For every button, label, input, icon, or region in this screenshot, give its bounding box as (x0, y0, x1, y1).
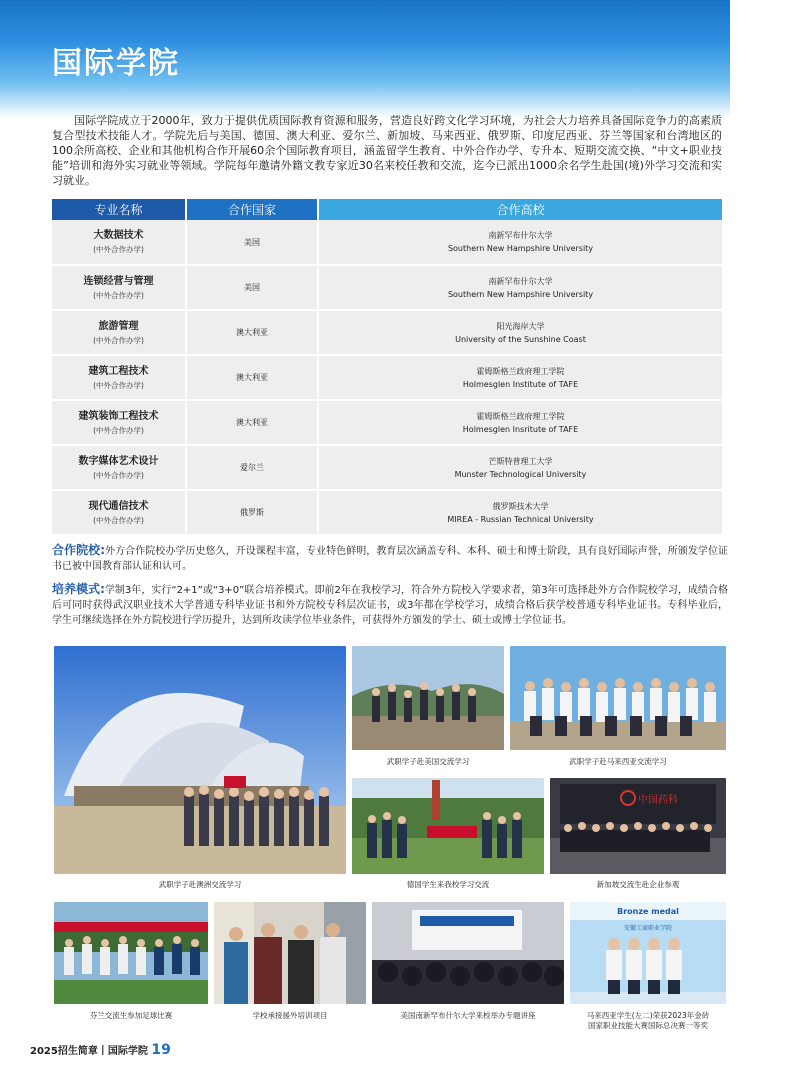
photo-training (214, 902, 366, 1004)
major-name: 连锁经营与管理 (83, 275, 154, 287)
page-title: 国际学院 (52, 46, 180, 81)
cell-country: 澳大利亚 (186, 400, 318, 445)
partner-paragraph (52, 543, 728, 574)
cell-major (52, 265, 186, 310)
major-name: 建筑工程技术 (88, 365, 149, 377)
university-cn: 南新罕布什尔大学 (488, 276, 553, 286)
mode-paragraph (52, 582, 728, 628)
table-row (52, 445, 723, 490)
header-university: 合作高校 (318, 199, 723, 220)
cell-major (52, 220, 186, 265)
intro-paragraph: 国际学院成立于2000年，致力于提供优质国际教育资源和服务，营造良好跨文化学习环境，为社会大力培养具备国际竞争力的高素质复合型技术技能人才。学院先后与美国、德国、澳大利亚、爱尔兰、新加坡、马来西亚、俄罗斯、印度尼西亚、芬兰等国家和台湾地区的100余所高校、企业和其他机构合作开展60余个国际教育项目，涵盖留学生教育、中外合作办学、专升本、短期交流交换、“中文+职业技能”培训和海外实习就业等领域。学院每年邀请外籍文教专家近30名来校任教和交流，迄今已派出1000余名学生赴国(境)外学习交流和实习就业。 (52, 114, 722, 187)
university-en: Holmesglen Insritute of TAFE (462, 424, 579, 434)
caption-germany: 德国学生来我校学习交流 (406, 880, 490, 889)
caption-snhu: 美国南新罕布什尔大学来校举办专题讲座 (400, 1011, 536, 1020)
table-row (52, 490, 723, 535)
university-en: Southern New Hampshire University (447, 289, 594, 299)
caption-award (560, 1011, 736, 1031)
table-row (52, 310, 723, 355)
photo-australia (54, 646, 346, 874)
cell-university (318, 445, 723, 490)
caption-finland: 芬兰交流生参加足球比赛 (89, 1011, 173, 1020)
programs-table (52, 199, 724, 536)
table-row (52, 355, 723, 400)
mode-label: 培养模式: (52, 582, 105, 596)
university-cn: 芒斯特普理工大学 (488, 456, 553, 466)
major-name: 数字媒体艺术设计 (78, 455, 159, 467)
major-type: (中外合作办学) (93, 335, 144, 345)
cell-major (52, 355, 186, 400)
university-en: University of the Sunshine Coast (455, 334, 586, 344)
page-footer (30, 1042, 171, 1058)
cell-university (318, 490, 723, 535)
header-country: 合作国家 (186, 199, 318, 220)
cell-university (318, 400, 723, 445)
major-type: (中外合作办学) (93, 380, 144, 390)
photo-germany (352, 778, 544, 874)
caption-usa: 武职学子赴美国交流学习 (386, 757, 470, 766)
major-type: (中外合作办学) (93, 290, 144, 300)
cell-university (318, 265, 723, 310)
photo-award (570, 902, 726, 1004)
page-number: 19 (151, 1042, 171, 1058)
caption-australia: 武职学子赴澳洲交流学习 (158, 880, 242, 889)
mode-text: 学制3年，实行“2+1”或“3+0”联合培养模式。即前2年在我校学习，符合外方院校入学要求者，第3年可选择赴外方合作院校学习，成绩合格后可同时获得武汉职业技术大学普通专科毕业证书和外方院校专科层次证书，或3年都在学校学习，成绩合格后获学校普通专科毕业证书。专科毕业后，学生可继续选择在外方院校进行学历提升，达到所攻读学位毕业条件，可获得外方颁发的学士、硕士或博士学位证书。 (52, 585, 728, 626)
cell-university (318, 355, 723, 400)
university-cn: 俄罗斯技术大学 (492, 501, 549, 511)
photo-finland (54, 902, 208, 1004)
major-type: (中外合作办学) (93, 245, 144, 254)
cell-major (52, 310, 186, 355)
major-type: (中外合作办学) (93, 470, 144, 480)
cell-major (52, 400, 186, 445)
caption-malaysia: 武职学子赴马来西亚交流学习 (569, 757, 667, 766)
cell-country: 俄罗斯 (186, 490, 318, 535)
photo-singapore (550, 778, 726, 874)
caption-award-line1: 马来西亚学生(左二)荣获2023年金砖 (586, 1011, 710, 1020)
cell-country: 美国 (186, 265, 318, 310)
partner-text: 外方合作院校办学历史悠久，开设课程丰富，专业特色鲜明，教育层次涵盖专科、本科、硕士和博士阶段，具有良好国际声誉，所颁发学位证书已被中国教育部认证和认可。 (52, 546, 728, 572)
photo-usa (352, 646, 504, 750)
major-name: 大数据技术 (93, 230, 144, 241)
cell-university (318, 310, 723, 355)
major-name: 旅游管理 (98, 320, 139, 332)
caption-training: 学校承接援外培训项目 (252, 1011, 328, 1020)
table-row (52, 265, 723, 310)
university-cn: 霍姆斯格兰政府理工学院 (476, 411, 565, 421)
cell-country: 澳大利亚 (186, 355, 318, 400)
caption-singapore: 新加坡交流生赴企业参观 (596, 880, 680, 889)
university-en: Southern New Hampshire University (447, 244, 594, 253)
cell-country: 澳大利亚 (186, 310, 318, 355)
table-row (52, 400, 723, 445)
header-major: 专业名称 (52, 199, 186, 220)
photo-snhu (372, 902, 564, 1004)
partner-label: 合作院校: (52, 543, 105, 557)
cell-university (318, 220, 723, 265)
university-en: Holmesglen Institute of TAFE (462, 379, 579, 389)
major-type: (中外合作办学) (93, 425, 144, 435)
major-name: 现代通信技术 (88, 500, 149, 512)
caption-award-line2: 国家职业技能大赛国际总决赛一等奖 (588, 1021, 708, 1030)
major-name: 建筑装饰工程技术 (78, 410, 159, 422)
university-en: Munster Technological University (454, 469, 587, 479)
cell-country: 美国 (186, 220, 318, 265)
company-banner-text: 中国药科 (638, 795, 678, 806)
major-type: (中外合作办学) (93, 515, 144, 525)
photo-malaysia (510, 646, 726, 750)
table-row (52, 220, 723, 265)
award-school-text: 安徽工商职业学院 (623, 925, 673, 932)
table-header-row (52, 199, 723, 220)
cell-country: 爱尔兰 (186, 445, 318, 490)
university-cn: 南新罕布什尔大学 (488, 231, 553, 240)
cell-major (52, 490, 186, 535)
award-medal-text: Bronze medal (617, 907, 679, 916)
footer-text: 2025招生简章丨国际学院 (30, 1046, 148, 1057)
university-cn: 霍姆斯格兰政府理工学院 (476, 366, 565, 376)
cell-major (52, 445, 186, 490)
university-cn: 阳光海岸大学 (496, 321, 545, 331)
university-en: MIREA - Russian Technical University (447, 514, 594, 524)
